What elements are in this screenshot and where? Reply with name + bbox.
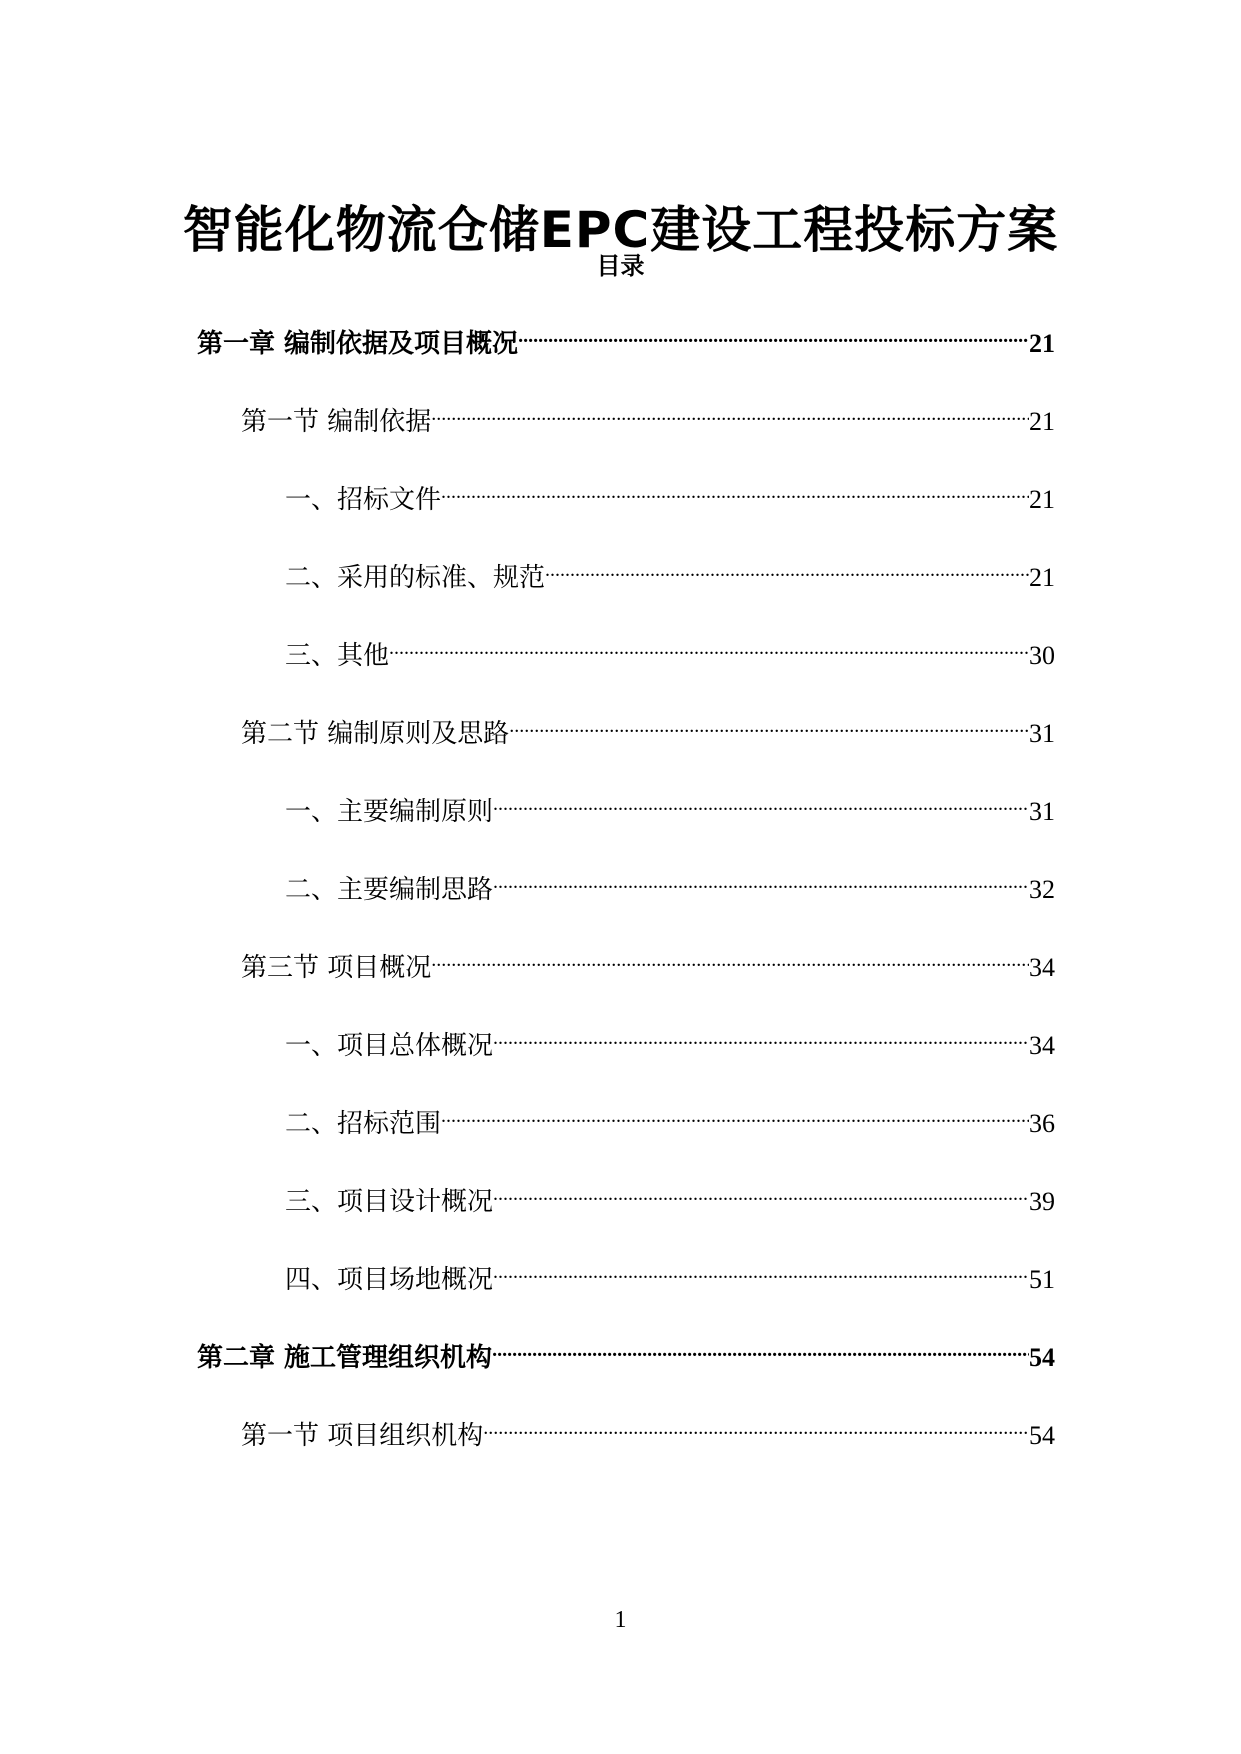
toc-entry-label: 第一节 编制依据 [241,407,432,437]
toc-entry[interactable] [241,706,1055,749]
toc-entry-label: 第三节 项目概况 [241,953,432,983]
toc-entry[interactable] [285,550,1055,593]
document-title: 智能化物流仓储EPC建设工程投标方案 [182,200,1059,259]
toc-entry[interactable] [241,394,1055,437]
toc-dot-leader [493,1174,1029,1210]
toc-entry-page: 30 [1029,641,1055,670]
toc-entry-page: 54 [1029,1421,1055,1450]
toc-entry-page: 54 [1029,1343,1055,1372]
toc-entry[interactable] [241,940,1055,983]
toc-dot-leader [509,706,1029,742]
toc-entry-label: 第二节 编制原则及思路 [241,719,510,749]
toc-heading: 目录 [596,252,645,280]
toc-dot-leader [493,1252,1029,1288]
toc-dot-leader [431,394,1029,430]
toc-entry-label: 一、主要编制原则 [285,797,494,827]
toc-entry-page: 36 [1029,1109,1055,1138]
toc-entry[interactable] [285,472,1055,515]
toc-dot-leader [518,316,1029,352]
toc-dot-leader [492,1330,1029,1366]
toc-entry-page: 32 [1029,875,1055,904]
page-number: 1 [614,1607,627,1633]
toc-dot-leader [493,1018,1029,1054]
toc-entry-page: 21 [1029,563,1055,592]
toc-dot-leader [483,1408,1029,1444]
toc-entry-page: 39 [1029,1187,1055,1216]
toc-entry-page: 21 [1029,407,1055,436]
toc-entry[interactable] [197,316,1055,359]
toc-dot-leader [493,784,1029,820]
toc-entry-page: 31 [1029,797,1055,826]
toc-entry[interactable] [285,784,1055,827]
toc-entry-page: 51 [1029,1265,1055,1294]
toc-entry[interactable] [285,862,1055,905]
toc-entry-page: 21 [1029,329,1055,358]
toc-entry-page: 34 [1029,1031,1055,1060]
toc-entry-page: 31 [1029,719,1055,748]
toc-dot-leader [441,472,1029,508]
toc-entry-label: 第二章 施工管理组织机构 [197,1343,493,1373]
toc-entry-label: 四、项目场地概况 [285,1265,494,1295]
toc-dot-leader [389,628,1029,664]
toc-dot-leader [493,862,1029,898]
toc-entry-label: 三、项目设计概况 [285,1187,494,1217]
toc-entry-label: 二、采用的标准、规范 [285,563,546,593]
toc-entry-label: 一、招标文件 [285,485,442,515]
toc-dot-leader [431,940,1029,976]
toc-entry-page: 34 [1029,953,1055,982]
toc-entry[interactable] [285,1252,1055,1295]
toc-entry[interactable] [197,1330,1055,1373]
toc-entry-label: 第一节 项目组织机构 [241,1421,484,1451]
toc-entry[interactable] [285,1096,1055,1139]
toc-entry[interactable] [285,628,1055,671]
toc-dot-leader [441,1096,1029,1132]
toc-entry-label: 第一章 编制依据及项目概况 [197,329,519,359]
toc-entry[interactable] [285,1018,1055,1061]
toc-entry-label: 二、招标范围 [285,1109,442,1139]
toc-dot-leader [545,550,1029,586]
toc-entry[interactable] [285,1174,1055,1217]
toc-entry[interactable] [241,1408,1055,1451]
toc-entry-label: 三、其他 [285,641,390,671]
toc-entry-page: 21 [1029,485,1055,514]
toc-entry-label: 一、项目总体概况 [285,1031,494,1061]
toc-entry-label: 二、主要编制思路 [285,875,494,905]
